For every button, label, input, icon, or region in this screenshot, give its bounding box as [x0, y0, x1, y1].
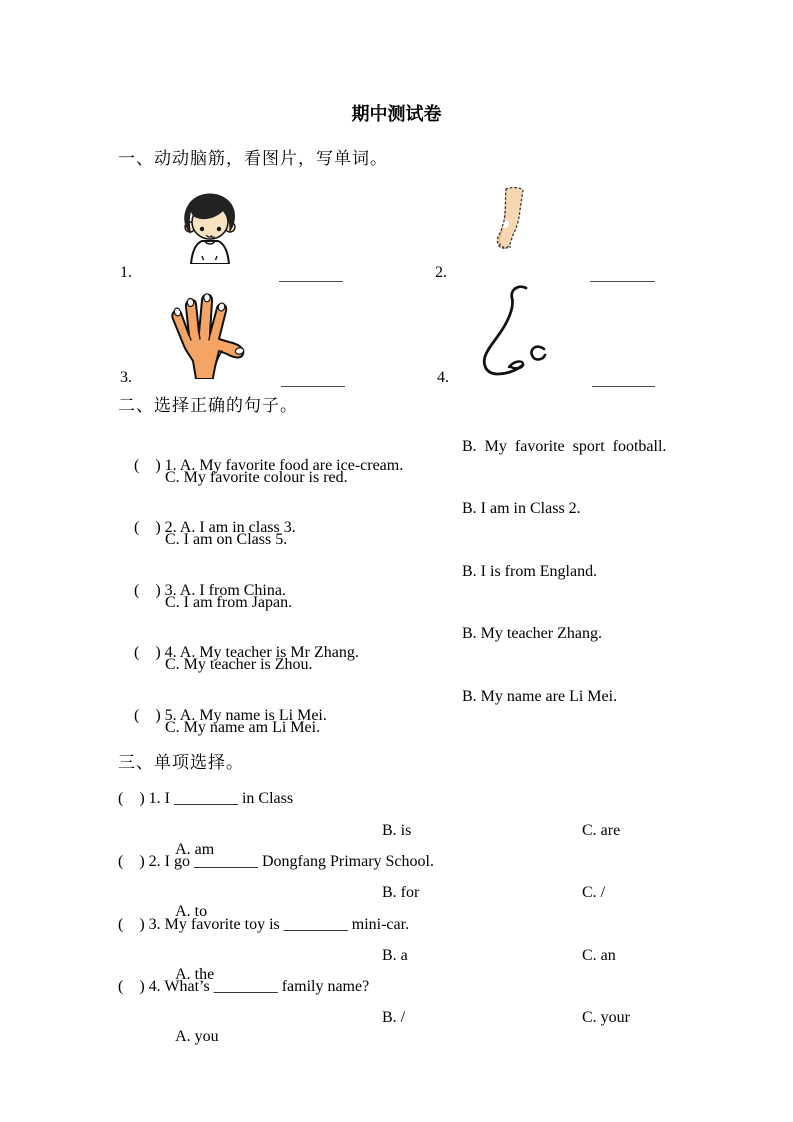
s2-q3-option-c: C. I am from Japan. [165, 594, 293, 611]
s2-q4-options-ab: ( ) 4. A. My teacher is Mr Zhang. [134, 644, 359, 661]
s2-q2-option-c: C. I am on Class 5. [165, 531, 288, 548]
s2-q3-options-ab: ( ) 3. A. I from China. [134, 582, 286, 599]
s3-q1-option-c: C. are [582, 822, 621, 839]
s3-q2-option-c: C. / [582, 884, 606, 901]
item-3-number: 3. [120, 369, 132, 386]
s3-q4-option-c: C. your [582, 1009, 630, 1026]
s3-question-3: ( ) 3. My favorite toy is ________ mini-car. [118, 916, 410, 933]
s3-q3-option-c: C. an [582, 947, 616, 964]
s3-q4-option-b: B. / [382, 1009, 406, 1026]
s3-q4-options [160, 1008, 780, 1103]
s2-q3-option-b: B. I is from England. [462, 563, 598, 580]
s2-q2-options-ab: ( ) 2. A. I am in class 3. [134, 519, 296, 536]
foot-image [492, 186, 538, 252]
section2-heading: 二、选择正确的句子。 [118, 396, 298, 415]
s2-q5-option-c: C. My name am Li Mei. [165, 719, 321, 736]
s3-q3-option-a: A. the [175, 966, 215, 983]
s3-q4-option-a: A. you [175, 1028, 219, 1045]
s2-q5-option-b: B. My name are Li Mei. [462, 688, 618, 705]
s3-question-2: ( ) 2. I go ________ Dongfang Primary School. [118, 853, 434, 870]
answer-blank-3 [281, 369, 345, 387]
s3-q3-option-b: B. a [382, 947, 408, 964]
nose-image [482, 285, 556, 377]
s3-q1-option-b: B. is [382, 822, 412, 839]
s3-question-1: ( ) 1. I ________ in Class [118, 790, 294, 807]
s3-question-4: ( ) 4. What’s ________ family name? [118, 978, 370, 995]
s2-q4-option-c: C. My teacher is Zhou. [165, 656, 313, 673]
page-title: 期中测试卷 [351, 104, 442, 124]
s2-q1-options-ab: ( ) 1. A. My favorite food are ice-cream. [134, 457, 404, 474]
s2-q4-option-b: B. My teacher Zhang. [462, 625, 602, 642]
item-4-number: 4. [437, 369, 449, 386]
item-2-number: 2. [435, 264, 447, 281]
answer-blank-4 [592, 369, 655, 387]
section3-heading: 三、单项选择。 [118, 753, 244, 772]
hand-image [169, 291, 249, 379]
s2-q1-option-c: C. My favorite colour is red. [165, 469, 348, 486]
answer-blank-2 [590, 264, 655, 282]
s2-q2-option-b: B. I am in Class 2. [462, 500, 581, 517]
s3-q2-option-b: B. for [382, 884, 420, 901]
s3-q1-option-a: A. am [175, 841, 215, 858]
s3-q2-option-a: A. to [175, 903, 208, 920]
section1-heading: 一、动动脑筋，看图片，写单词。 [118, 149, 388, 168]
item-1-number: 1. [120, 264, 132, 281]
boy-head-image [171, 189, 249, 264]
s2-q5-options-ab: ( ) 5. A. My name is Li Mei. [134, 707, 327, 724]
answer-blank-1 [279, 264, 343, 282]
s2-q1-option-b: B. My favorite sport football. [462, 438, 667, 455]
